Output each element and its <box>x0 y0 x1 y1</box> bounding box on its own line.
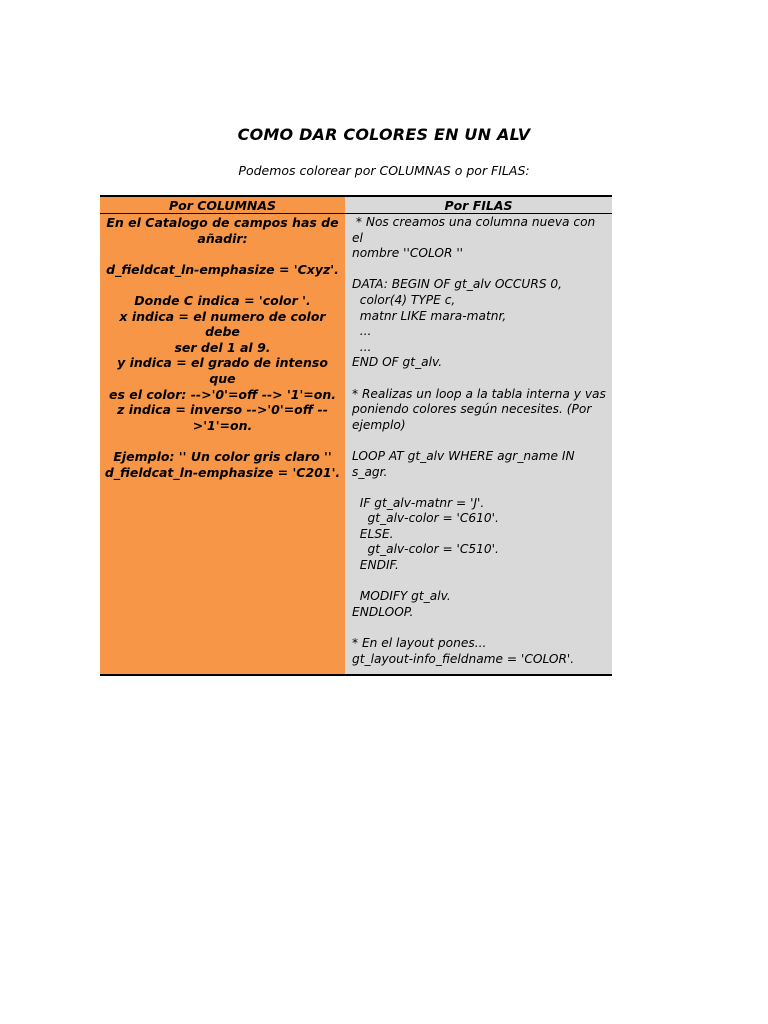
header-por-filas: Por FILAS <box>345 197 612 214</box>
filas-text-line <box>352 262 606 278</box>
header-por-columnas: Por COLUMNAS <box>100 197 345 214</box>
filas-text-line: * Realizas un loop a la tabla interna y vas <box>352 386 606 401</box>
filas-text-line: ... <box>352 324 372 339</box>
filas-text-line: s_agr. <box>352 464 388 479</box>
filas-text-line: IF gt_alv-matnr = 'J'. <box>352 495 485 510</box>
filas-text-line: END OF gt_alv. <box>352 355 443 370</box>
columnas-text-line: Ejemplo: '' Un color gris claro '' <box>113 448 332 464</box>
filas-text-line: poniendo colores según necesites. (Por <box>352 402 592 417</box>
comparison-table <box>100 195 612 676</box>
filas-text-line: ... <box>352 339 372 354</box>
columnas-text-line: z indica = inverso -->'0'=off -- <box>117 402 328 418</box>
columnas-cell <box>100 214 345 674</box>
filas-text-line: nombre ''COLOR '' <box>352 246 464 261</box>
columnas-instructions <box>104 215 341 480</box>
filas-text-line: MODIFY gt_alv. <box>352 589 451 604</box>
columnas-text-line: añadir: <box>197 230 248 246</box>
filas-text-line: gt_alv-color = 'C510'. <box>352 542 499 557</box>
filas-text-line: matnr LIKE mara-matnr, <box>352 308 507 323</box>
filas-text-line: ejemplo) <box>352 417 406 432</box>
columnas-text-line: d_fieldcat_ln-emphasize = 'Cxyz'. <box>106 261 339 277</box>
columnas-text-line: x indica = el numero de color debe <box>119 308 326 340</box>
columnas-text-line: Donde C indica = 'color '. <box>134 292 311 308</box>
columnas-text-line: es el color: -->'0'=off --> '1'=on. <box>108 386 337 402</box>
filas-text-line <box>352 371 606 387</box>
filas-text-line: * Nos creamos una columna nueva con el <box>352 215 600 245</box>
filas-text-line: * En el layout pones... <box>352 636 487 651</box>
columnas-text-line: >'1'=on. <box>192 417 253 433</box>
columnas-text-line <box>104 277 341 293</box>
document-title: COMO DAR COLORES EN UN ALV <box>237 125 531 144</box>
filas-text-line: ENDIF. <box>352 558 399 573</box>
filas-text-line: LOOP AT gt_alv WHERE agr_name IN <box>352 448 575 463</box>
columnas-text-line: y indica = el grado de intenso que <box>117 355 328 386</box>
filas-text-line <box>352 480 606 496</box>
filas-text-line: gt_layout-info_fieldname = 'COLOR'. <box>352 651 575 666</box>
filas-text-line <box>352 433 606 449</box>
filas-text-line <box>352 574 606 590</box>
document-subtitle: Podemos colorear por COLUMNAS o por FILAS: <box>238 163 530 178</box>
columnas-text-line: En el Catalogo de campos has de <box>106 215 339 230</box>
columnas-text-line <box>104 433 341 449</box>
columnas-text-line: d_fieldcat_ln-emphasize = 'C201'. <box>104 464 341 480</box>
filas-instructions <box>352 215 606 667</box>
columnas-text-line: ser del 1 al 9. <box>174 339 271 355</box>
filas-text-line <box>352 620 606 636</box>
filas-text-line: DATA: BEGIN OF gt_alv OCCURS 0, <box>352 277 563 292</box>
filas-text-line: gt_alv-color = 'C610'. <box>352 511 499 526</box>
columnas-text-line <box>104 246 341 262</box>
filas-text-line: ENDLOOP. <box>352 604 414 619</box>
filas-text-line: color(4) TYPE c, <box>352 292 456 307</box>
filas-cell <box>345 214 612 674</box>
filas-text-line: ELSE. <box>352 526 394 541</box>
